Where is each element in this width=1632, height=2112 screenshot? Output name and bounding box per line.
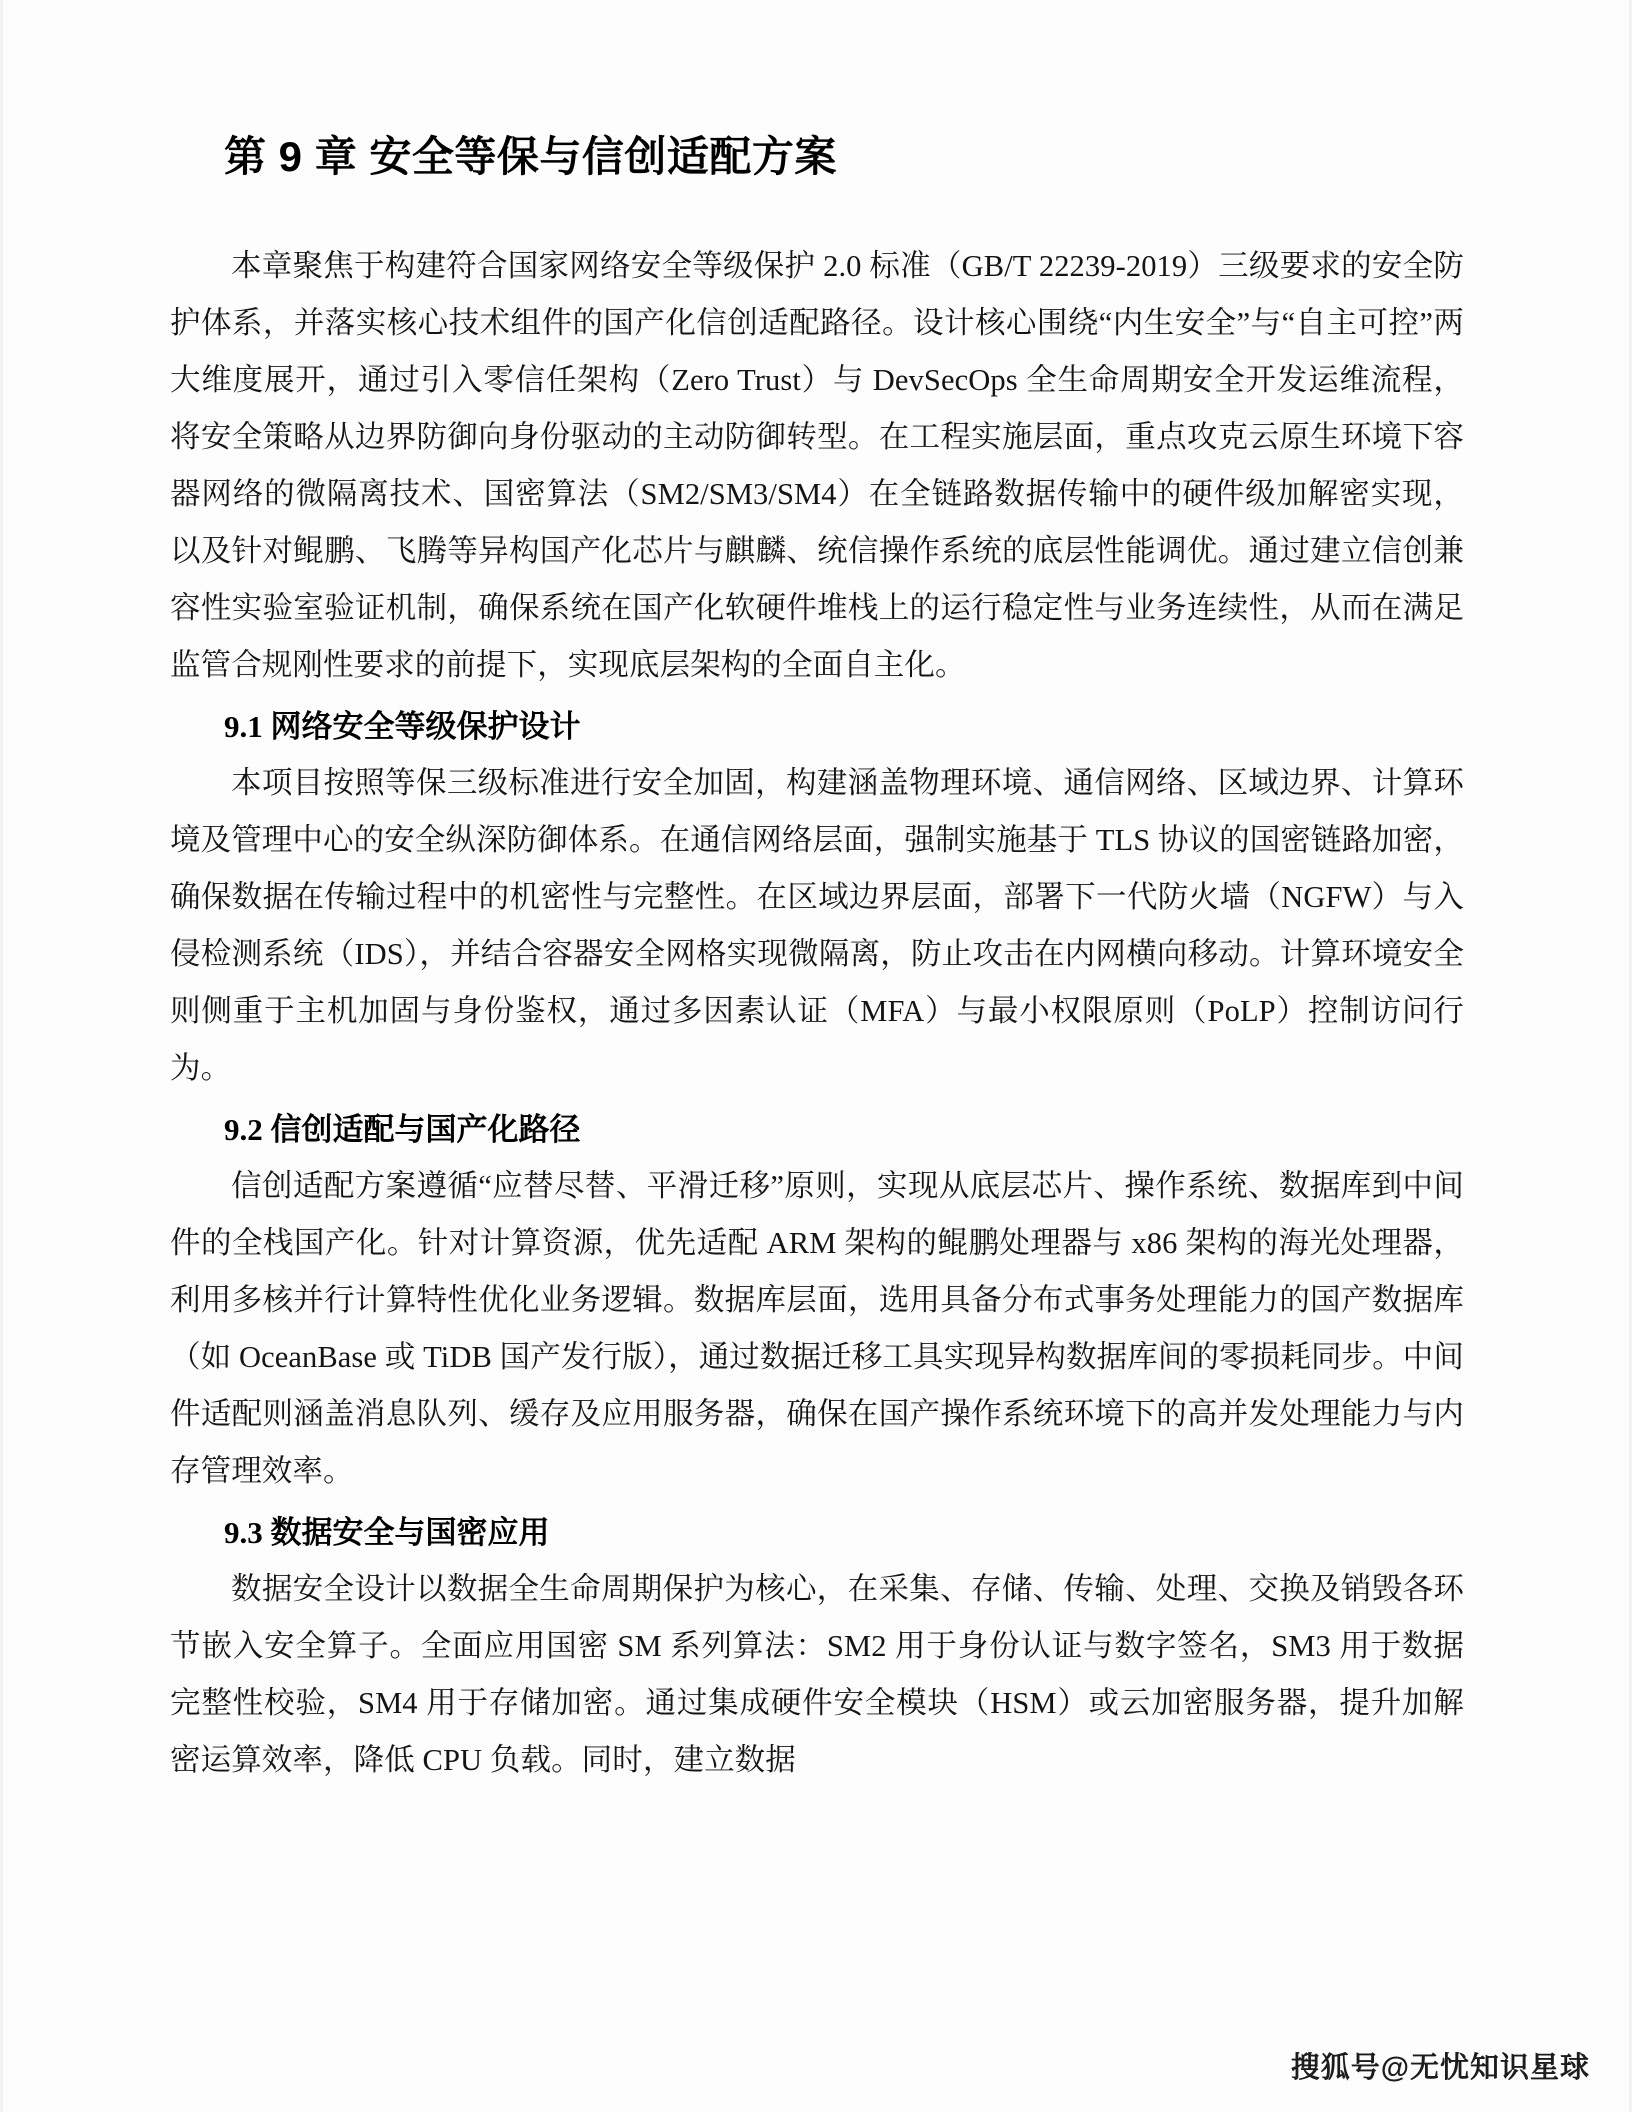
section-heading-9-3: 9.3 数据安全与国密应用 xyxy=(224,1515,550,1551)
section-body-9-3: 数据安全设计以数据全生命周期保护为核心，在采集、存储、传输、处理、交换及销毁各环节嵌入安全算子。全面应用国密 SM 系列算法：SM2 用于身份认证与数字签名，SM3 用于数据完整性校验，SM4 用于存储加密。通过集成硬件安全模块（HSM）或云加密服务器，提升加解密运算效率，降低 CPU 负载。同时，建立数据 xyxy=(170,1572,1464,1778)
intro-paragraph: 本章聚焦于构建符合国家网络安全等级保护 2.0 标准（GB/T 22239-2019）三级要求的安全防护体系，并落实核心技术组件的国产化信创适配路径。设计核心围绕“内生安全”与“自主可控”两大维度展开，通过引入零信任架构（Zero Trust）与 DevSecOps 全生命周期安全开发运维流程，将安全策略从边界防御向身份驱动的主动防御转型。在工程实施层面，重点攻克云原生环境下容器网络的微隔离技术、国密算法（SM2/SM3/SM4）在全链路数据传输中的硬件级加解密实现，以及针对鲲鹏、飞腾等异构国产化芯片与麒麟、统信操作系统的底层性能调优。通过建立信创兼容性实验室验证机制，确保系统在国产化软硬件堆栈上的运行稳定性与业务连续性，从而在满足监管合规刚性要求的前提下，实现底层架构的全面自主化。 xyxy=(170,249,1464,683)
document-content xyxy=(170,132,1464,1791)
section-heading-9-1: 9.1 网络安全等级保护设计 xyxy=(224,709,581,745)
page-title: 第 9 章 安全等保与信创适配方案 xyxy=(224,133,837,180)
page-edge-left xyxy=(0,0,3,2112)
watermark-label: 搜狐号@无忧知识星球 xyxy=(1290,2052,1590,2084)
section-body-9-1: 本项目按照等保三级标准进行安全加固，构建涵盖物理环境、通信网络、区域边界、计算环境及管理中心的安全纵深防御体系。在通信网络层面，强制实施基于 TLS 协议的国密链路加密，确保数据在传输过程中的机密性与完整性。在区域边界层面，部署下一代防火墙（NGFW）与入侵检测系统（IDS），并结合容器安全网格实现微隔离，防止攻击在内网横向移动。计算环境安全则侧重于主机加固与身份鉴权，通过多因素认证（MFA）与最小权限原则（PoLP）控制访问行为。 xyxy=(170,766,1464,1086)
section-heading-9-2: 9.2 信创适配与国产化路径 xyxy=(224,1112,581,1148)
section-body-9-2: 信创适配方案遵循“应替尽替、平滑迁移”原则，实现从底层芯片、操作系统、数据库到中间件的全栈国产化。针对计算资源，优先适配 ARM 架构的鲲鹏处理器与 x86 架构的海光处理器，利用多核并行计算特性优化业务逻辑。数据库层面，选用具备分布式事务处理能力的国产数据库（如 OceanBase 或 TiDB 国产发行版），通过数据迁移工具实现异构数据库间的零损耗同步。中间件适配则涵盖消息队列、缓存及应用服务器，确保在国产操作系统环境下的高并发处理能力与内存管理效率。 xyxy=(170,1169,1464,1489)
